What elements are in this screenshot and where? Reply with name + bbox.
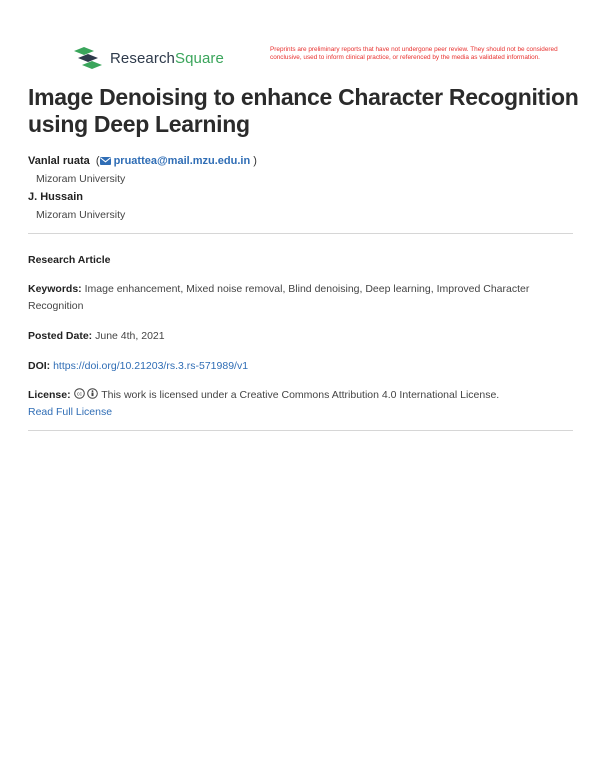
license-label: License: (28, 389, 71, 401)
logo-word-square: Square (175, 49, 224, 67)
doi-label: DOI: (28, 360, 51, 372)
license-section (28, 387, 576, 421)
keywords-value: Image enhancement, Mixed noise removal, Blind denoising, Deep learning, Improved Character Recognition (28, 283, 530, 312)
divider (28, 430, 573, 431)
divider (28, 233, 573, 234)
author-affiliation: Mizoram University (36, 209, 126, 221)
posted-date-label: Posted Date: (28, 330, 93, 342)
author-affiliation: Mizoram University (36, 173, 126, 185)
author-list (28, 152, 257, 224)
author-email-text: pruattea@mail.mzu.edu.in (113, 155, 251, 167)
paper-title: Image Denoising to enhance Character Recognition using Deep Learning (28, 84, 579, 137)
author-name: Vanlal ruata (28, 155, 90, 167)
read-full-license-link[interactable]: Read Full License (28, 406, 113, 418)
keywords-label: Keywords: (28, 283, 82, 295)
doi-link[interactable]: https://doi.org/10.21203/rs.3.rs-571989/v1 (53, 360, 249, 372)
article-type-label: Research Article (28, 254, 111, 266)
license-text: This work is licensed under a Creative Commons Attribution 4.0 International License. (101, 389, 500, 401)
svg-text:cc: cc (76, 391, 82, 398)
research-square-logo-icon (74, 47, 102, 69)
author-name: J. Hussain (28, 191, 84, 203)
keywords-section (28, 281, 576, 315)
article-type (28, 252, 576, 269)
logo-text (110, 50, 224, 67)
cc-by-icon (87, 388, 98, 399)
logo-word-research: Research (110, 49, 175, 67)
posted-date-section (28, 328, 576, 345)
paren-close: ) (250, 155, 257, 167)
cc-icon (74, 388, 85, 399)
preprint-disclaimer: Preprints are preliminary reports that have not undergone peer review. They should not be considered conclusive, used to inform clinical practice, or referenced by the media as validated information. (270, 46, 558, 62)
author-email-link[interactable] (100, 155, 251, 167)
paren-open: ( (92, 155, 100, 167)
envelope-icon (100, 157, 111, 165)
research-square-logo[interactable] (74, 47, 224, 69)
doi-section (28, 358, 576, 375)
author-entry (28, 152, 257, 170)
posted-date-value: June 4th, 2021 (95, 330, 165, 342)
